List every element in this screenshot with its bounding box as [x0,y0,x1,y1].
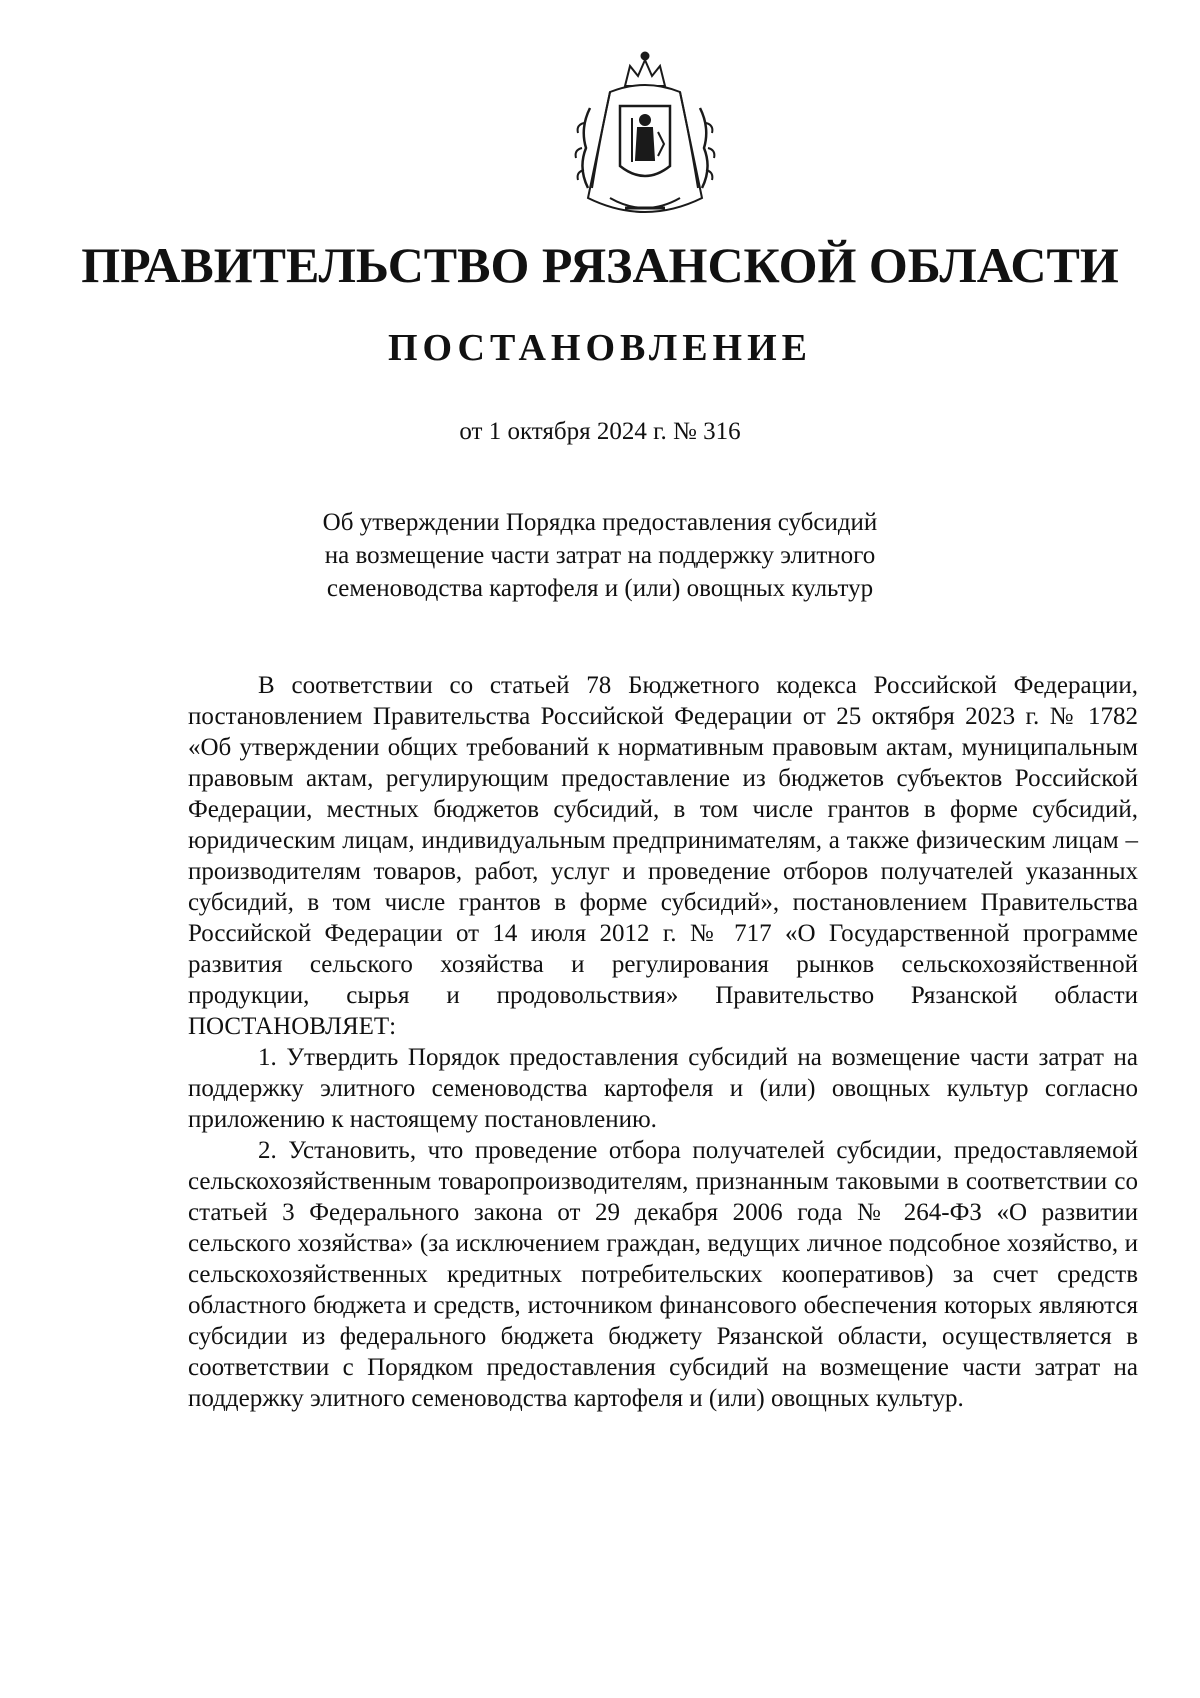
subject-line: на возмещение части затрат на поддержку элитного [324,542,876,569]
subject-line: Об утверждении Порядка предоставления субсидий [322,509,878,536]
document-body [188,670,1138,1414]
subject-line: семеноводства картофеля и (или) овощных культур [326,575,874,602]
body-paragraph-item-2: 2. Установить, что проведение отбора получателей субсидии, предоставляемой сельскохозяйственным товаропроизводителям, признанным таковыми в соответствии со статьей 3 Федерального закона от 29 декабря 2006 года № 264-ФЗ «О развитии сельского хозяйства» (за исключением граждан, ведущих личное подсобное хозяйство, и сельскохозяйственных кредитных потребительских кооперативов) за счет средств областного бюджета и средств, источником финансового обеспечения которых являются субсидии из федерального бюджета бюджету Рязанской области, осуществляется в соответствии с Порядком предоставления субсидий на возмещение части затрат на поддержку элитного семеноводства картофеля и (или) овощных культур. [188,1137,1138,1412]
ryazan-coat-of-arms-icon [570,48,720,233]
document-subject [0,506,1200,605]
body-paragraph-item-1: 1. Утвердить Порядок предоставления субсидий на возмещение части затрат на поддержку элитного семеноводства картофеля и (или) овощных культур согласно приложению к настоящему постановлению. [188,1044,1138,1133]
organization-title: ПРАВИТЕЛЬСТВО РЯЗАНСКОЙ ОБЛАСТИ [81,237,1119,293]
document-type-heading: ПОСТАНОВЛЕНИЕ [387,327,813,369]
document-date-number: от 1 октября 2024 г. № 316 [459,418,741,445]
body-paragraph-preamble: В соответствии со статьей 78 Бюджетного кодекса Российской Федерации, постановлением Правительства Российской Федерации от 25 октября 2023 г. № 1782 «Об утверждении общих требований к нормативным правовым актам, муниципальным правовым актам, регулирующим предоставление из бюджетов субъектов Российской Федерации, местных бюджетов субсидий, в том числе грантов в форме субсидий, юридическим лицам, индивидуальным предпринимателям, а также физическим лицам – производителям товаров, работ, услуг и проведение отборов получателей указанных субсидий, в том числе грантов в форме субсидий», постановлением Правительства Российской Федерации от 14 июля 2012 г. № 717 «О Государственной программе развития сельского хозяйства и регулирования рынков сельскохозяйственной продукции, сырья и продовольствия» Правительство Рязанской области ПОСТАНОВЛЯЕТ: [188,672,1138,1040]
